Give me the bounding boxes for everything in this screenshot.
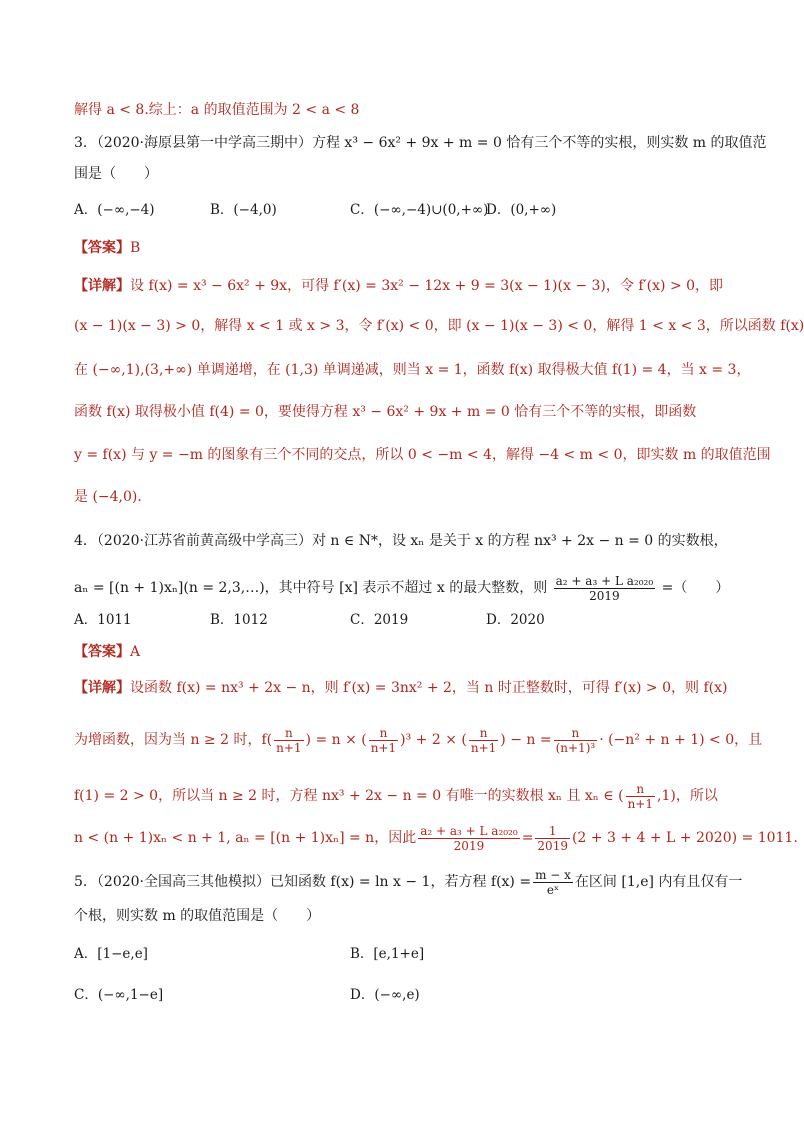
- q4-option-a: A．1011: [74, 612, 132, 628]
- q3-detail-line-5: y = f(x) 与 y = −m 的图象有三个不同的交点，所以 0 < −m < 4，解得 −4 < m < 0，即实数 m 的取值范围: [74, 447, 771, 463]
- q3-answer: [74, 238, 734, 258]
- answer-tag: 【答案】: [74, 240, 130, 256]
- q3-detail-line-1: 【详解】设 f(x) = x³ − 6x² + 9x，可得 f′(x) = 3x² − 12x + 9 = 3(x − 1)(x − 3)，令 f′(x) > 0，即: [74, 278, 724, 294]
- detail-tag: 【详解】: [74, 680, 130, 696]
- answer-value: A: [130, 644, 141, 660]
- question-3-stem: 3．（2020·海原县第一中学高三期中）方程 x³ − 6x² + 9x + m = 0 恰有三个不等的实根，则实数 m 的取值范: [74, 135, 767, 151]
- q4-detail-line-2: 为增函数，因为当 n ≥ 2 时，f( $\frac{n}{n+1}$ ) = n × ( $\frac{n}{n+1}$ )³ + 2 × ( $\frac{n}{n+1}$ ) − n = $\frac{n}{\text{(n+1)³}}$ · (−n² + n + 1) < 0，且: [74, 725, 763, 755]
- q5-option-c: C．(−∞,1−e]: [74, 987, 164, 1003]
- q3-option-c: C．(−∞,−4)∪(0,+∞): [350, 202, 489, 218]
- q4-detail-line-4: n < (n + 1)xₙ < n + 1, aₙ = [(n + 1)xₙ] = n，因此 $\frac{\text{a₂ + a₃ + L a₂₀₂₀}}{2019}$ = $\frac{1}{2019}$ (2 + 3 + 4 + L + 2020) = 1011.: [74, 823, 798, 853]
- sum-fraction: $\frac{\text{a₂ + a₃ + L a₂₀₂₀}}{2019}$: [555, 573, 654, 603]
- q5-option-d: D．(−∞,e): [350, 987, 420, 1003]
- answer-tag: 【答案】: [74, 644, 130, 660]
- q3-option-d: D．(0,+∞): [486, 202, 557, 218]
- answer-value: B: [130, 240, 141, 256]
- solution-conclusion: 解得 a < 8.综上：a 的取值范围为 2 < a < 8: [74, 102, 360, 118]
- question-5-stem: 5．（2020·全国高三其他模拟）已知函数 f(x) = ln x − 1，若方程 f(x) = $\frac{m - x}{\text{eˣ}}$ 在区间 [1,e] 内有且仅有一: [74, 867, 743, 897]
- q3-detail-line-6: 是 (−4,0)．: [74, 489, 152, 505]
- q5-option-a: A．[1−e,e]: [74, 946, 148, 962]
- q3-detail-line-3: 在 (−∞,1),(3,+∞) 单调递增，在 (1,3) 单调递减，则当 x = 1，函数 f(x) 取得极大值 f(1) = 4，当 x = 3，: [74, 362, 751, 378]
- q4-answer: [74, 642, 734, 662]
- detail-tag: 【详解】: [74, 278, 130, 294]
- q4-option-d: D．2020: [486, 612, 545, 628]
- question-5-stem-cont: 个根，则实数 m 的取值范围是（ ）: [74, 908, 321, 924]
- q4-option-c: C．2019: [350, 612, 409, 628]
- q4-option-b: B．1012: [210, 612, 268, 628]
- q3-option-a: A．(−∞,−4): [74, 202, 155, 218]
- q5-option-b: B．[e,1+e]: [350, 946, 425, 962]
- question-3-stem-cont: 围是（ ）: [74, 166, 158, 182]
- q3-detail-line-2: (x − 1)(x − 3) > 0，解得 x < 1 或 x > 3，令 f′(x) < 0，即 (x − 1)(x − 3) < 0，解得 1 < x < 3，所以函数 f(x): [74, 318, 804, 334]
- q3-detail-line-4: 函数 f(x) 取得极小值 f(4) = 0，要使得方程 x³ − 6x² + 9x + m = 0 恰有三个不等的实根，即函数: [74, 404, 697, 420]
- question-4-stem-cont: aₙ = [(n + 1)xₙ](n = 2,3,…)，其中符号 [x] 表示不超过 x 的最大整数，则 $\frac{\text{a₂ + a₃ + L a₂₀₂₀}}{2019}$ =（ ）: [74, 573, 730, 603]
- question-4-stem: 4．（2020·江苏省前黄高级中学高三）对 n ∈ N*，设 xₙ 是关于 x 的方程 nx³ + 2x − n = 0 的实数根，: [74, 533, 728, 549]
- q4-detail-line-1: 【详解】设函数 f(x) = nx³ + 2x − n，则 f′(x) = 3nx² + 2，当 n 时正整数时，可得 f′(x) > 0，则 f(x): [74, 680, 728, 696]
- q3-option-b: B．(−4,0): [210, 202, 277, 218]
- q4-detail-line-3: f(1) = 2 > 0，所以当 n ≥ 2 时，方程 nx³ + 2x − n = 0 有唯一的实数根 xₙ 且 xₙ ∈ ( $\frac{n}{n+1}$ ,1)，所以: [74, 781, 718, 811]
